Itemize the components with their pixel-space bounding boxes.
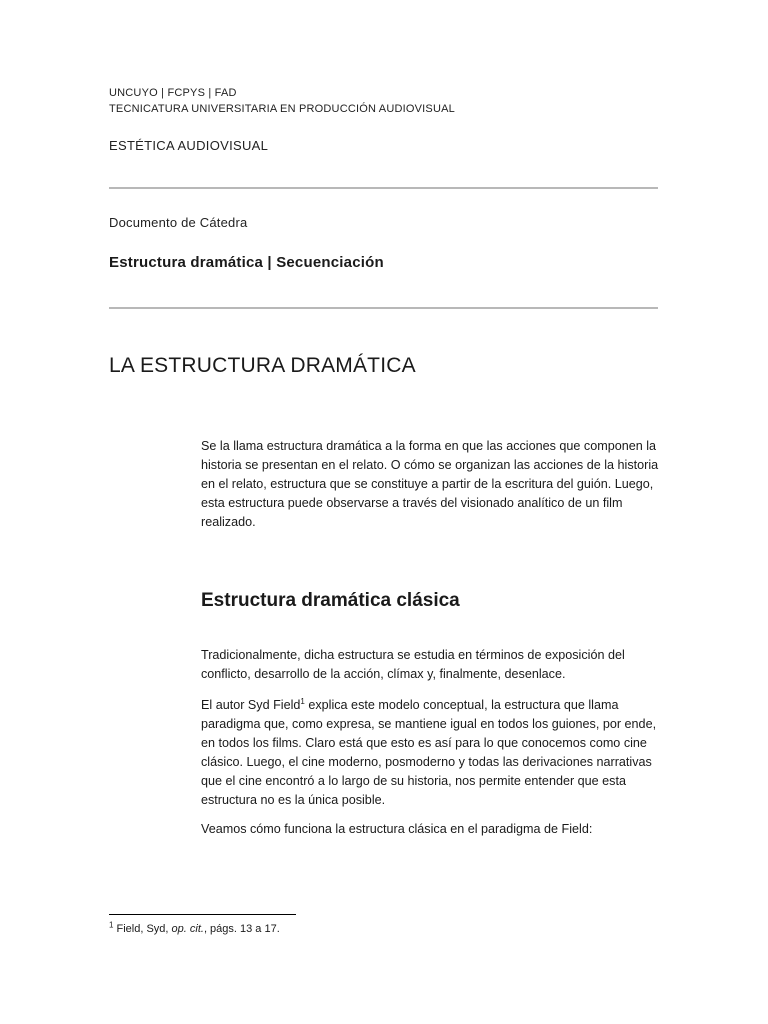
header-divider — [109, 187, 658, 189]
title-divider — [109, 307, 658, 309]
institution-line: UNCUYO | FCPYS | FAD — [109, 87, 237, 99]
paragraph-syd-field-start: El autor Syd Field — [201, 698, 301, 712]
document-title: Estructura dramática | Secuenciación — [109, 254, 384, 271]
paragraph-syd-field — [201, 696, 659, 810]
footnote-marker: 1 — [109, 920, 114, 930]
document-type-label: Documento de Cátedra — [109, 215, 248, 230]
paragraph-syd-field-rest: explica este modelo conceptual, la estructura que llama paradigma que, como expresa, se mantiene igual en todos los guiones, por ende, en todos los films. Claro está que esto es así para lo que conocemos como cine clásico. Luego, el cine moderno, posmoderno y todas las derivaciones narrativas que el cine encontró a lo largo de su historia, nos permite entender que esta estructura no es la única posible. — [201, 698, 657, 807]
footnote-op-cit: op. cit. — [171, 923, 204, 935]
paragraph-tradicionalmente: Tradicionalmente, dicha estructura se estudia en términos de exposición del conflicto, desarrollo de la acción, clímax y, finalmente, desenlace. — [201, 648, 625, 681]
footnote — [109, 920, 280, 935]
subject-title: ESTÉTICA AUDIOVISUAL — [109, 138, 269, 153]
footnote-author: Field, Syd, — [113, 923, 172, 935]
program-line: TECNICATURA UNIVERSITARIA EN PRODUCCIÓN AUDIOVISUAL — [109, 103, 455, 115]
section-heading: Estructura dramática clásica — [201, 590, 460, 611]
paragraph-veamos: Veamos cómo funciona la estructura clásica en el paradigma de Field: — [201, 822, 593, 836]
footnote-separator — [109, 914, 296, 915]
intro-paragraph: Se la llama estructura dramática a la forma en que las acciones que componen la historia se presentan en el relato. O cómo se organizan las acciones de la historia en el relato, estructura que se constituye a partir de la escritura del guión. Luego, esta estructura puede observarse a través del visionado analítico de un film realizado. — [201, 439, 659, 529]
footnote-pages: , págs. 13 a 17. — [203, 923, 280, 935]
footnote-reference[interactable]: 1 — [300, 696, 305, 706]
main-heading: LA ESTRUCTURA DRAMÁTICA — [109, 354, 416, 377]
